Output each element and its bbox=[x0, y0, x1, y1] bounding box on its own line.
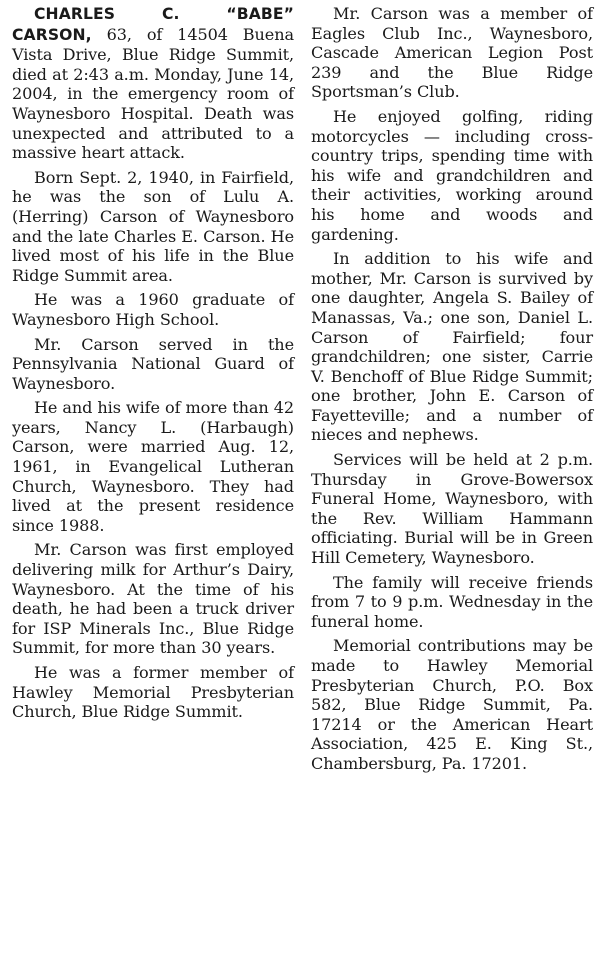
obituary-paragraph-education: He was a 1960 graduate of Waynesboro High School. bbox=[12, 290, 294, 329]
column-gutter bbox=[300, 0, 301, 976]
obituary-paragraph-survivors: In addition to his wife and mother, Mr. Carson is survived by one daughter, Angela S. Bailey of Manassas, Va.; one son, Daniel L. Carson of Fairfield; four grandchildren; one sister, Carrie V. Benchoff of Blue Ridge Summit; one brother, John E. Carson of Fayetteville; and a number of nieces and nephews. bbox=[311, 249, 593, 445]
obituary-paragraph-services: Services will be held at 2 p.m. Thursday in Grove-Bowersox Funeral Home, Waynesboro, with the Rev. William Hammann officiating. Burial will be in Green Hill Cemetery, Waynesboro. bbox=[311, 450, 593, 568]
paragraph-text: 63, of 14504 Buena Vista Drive, Blue Ridge Summit, died at 2:43 a.m. Monday, June 14, 2004, in the emergency room of Waynesboro Hospital. Death was unexpected and attributed to a massive heart attack. bbox=[12, 24, 294, 163]
obituary-paragraph-visitation: The family will receive friends from 7 to 9 p.m. Wednesday in the funeral home. bbox=[311, 572, 593, 631]
obituary-paragraph-birth: Born Sept. 2, 1940, in Fairfield, he was the son of Lulu A. (Herring) Carson of Waynesboro and the late Charles E. Carson. He lived most of his life in the Blue Ridge Summit area. bbox=[12, 167, 294, 285]
obituary-paragraph-intro bbox=[12, 4, 294, 163]
obituary-left-column bbox=[12, 4, 294, 727]
obituary-paragraph-marriage: He and his wife of more than 42 years, Nancy L. (Harbaugh) Carson, were married Aug. 12, 1961, in Evangelical Lutheran Church, Waynesboro. They had lived at the present residence since 1988. bbox=[12, 398, 294, 535]
obituary-right-column bbox=[311, 4, 593, 779]
deceased-name: CHARLES C. “BABE” CARSON, bbox=[12, 5, 294, 44]
obituary-paragraph-military: Mr. Carson served in the Pennsylvania National Guard of Waynesboro. bbox=[12, 334, 294, 393]
obituary-paragraph-memberships: Mr. Carson was a member of Eagles Club Inc., Waynesboro, Cascade American Legion Post 239 and the Blue Ridge Sportsman’s Club. bbox=[311, 4, 593, 102]
obituary-paragraph-employment: Mr. Carson was first employed delivering milk for Arthur’s Dairy, Waynesboro. At the time of his death, he had been a truck driver for ISP Minerals Inc., Blue Ridge Summit, for more than 30 years. bbox=[12, 540, 294, 658]
obituary-paragraph-memorials: Memorial contributions may be made to Hawley Memorial Presbyterian Church, P.O. Box 582, Blue Ridge Summit, Pa. 17214 or the American Heart Association, 425 E. King St., Chambersburg, Pa. 17201. bbox=[311, 636, 593, 773]
obituary-paragraph-church: He was a former member of Hawley Memorial Presbyterian Church, Blue Ridge Summit. bbox=[12, 663, 294, 722]
obituary-paragraph-hobbies: He enjoyed golfing, riding motorcycles — including cross-country trips, spending time with his wife and grandchildren and their activities, working around his home and woods and gardening. bbox=[311, 106, 593, 244]
